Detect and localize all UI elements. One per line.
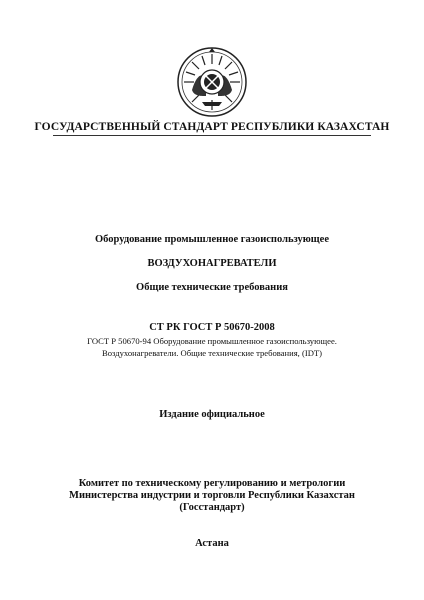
edition-label: Издание официальное xyxy=(159,409,265,420)
equivalence-line-1: ГОСТ Р 50670-94 Оборудование промышленное газоиспользующее. xyxy=(87,336,337,346)
standard-header: ГОСУДАРСТВЕННЫЙ СТАНДАРТ РЕСПУБЛИКИ КАЗАХСТАН xyxy=(34,121,390,133)
title-line-2: ВОЗДУХОНАГРЕВАТЕЛИ xyxy=(147,258,277,269)
header-divider xyxy=(53,135,371,136)
state-emblem-icon xyxy=(176,46,248,118)
standard-designation: СТ РК ГОСТ Р 50670-2008 xyxy=(149,322,275,333)
equivalence-line-2: Воздухонагреватели. Общие технические требования, (IDT) xyxy=(101,348,323,358)
title-line-1: Оборудование промышленное газоиспользующее xyxy=(95,234,329,245)
city-label: Астана xyxy=(195,538,229,549)
title-line-3: Общие технические требования xyxy=(136,282,288,293)
publisher-line-3: (Госстандарт) xyxy=(179,502,245,513)
publisher-line-2: Министерства индустрии и торговли Республики Казахстан xyxy=(69,490,355,501)
publisher-line-1: Комитет по техническому регулированию и метрологии xyxy=(78,478,346,489)
